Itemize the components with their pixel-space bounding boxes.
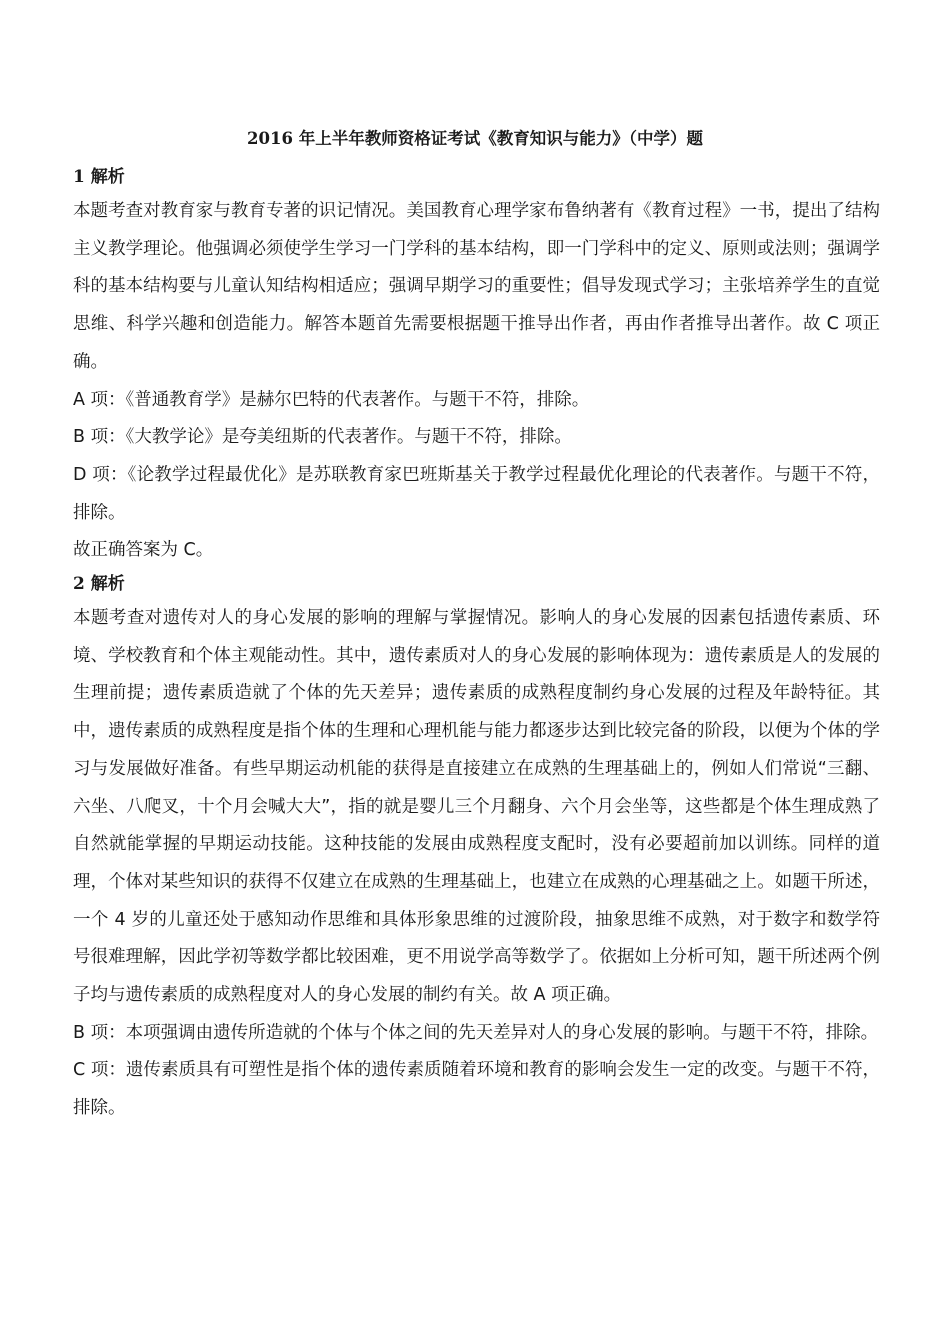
- section-paragraph: D 项：《论教学过程最优化》是苏联教育家巴班斯基关于教学过程最优化理论的代表著作。与题干不符，排除。: [73, 464, 880, 523]
- section-heading: 1 解析: [73, 167, 125, 187]
- section-paragraph: A 项：《普通教育学》是赫尔巴特的代表著作。与题干不符，排除。: [73, 389, 590, 410]
- section-heading: 2 解析: [73, 574, 125, 595]
- section-paragraph: 本题考查对教育家与教育专著的识记情况。美国教育心理学家布鲁纳著有《教育过程》一书，提出了结构主义教学理论。他强调必须使学生学习一门学科的基本结构，即一门学科中的定义、原则或法则；强调学科的基本结构要与儿童认知结构相适应；强调早期学习的重要性；倡导发现式学习；主张培养学生的直觉思维、科学兴趣和创造能力。解答本题首先需要根据题干推导出作者，再由作者推导出著作。故 C 项正确。: [73, 201, 880, 372]
- page-title: 2016 年上半年教师资格证考试《教育知识与能力》（中学）题: [247, 129, 703, 148]
- section-paragraph: 本题考查对遗传对人的身心发展的影响的理解与掌握情况。影响人的身心发展的因素包括遗传素质、环境、学校教育和个体主观能动性。其中，遗传素质对人的身心发展的影响体现为：遗传素质是人的发展的生理前提；遗传素质造就了个体的先天差异；遗传素质的成熟程度制约身心发展的过程及年龄特征。其中，遗传素质的成熟程度是指个体的生理和心理机能与能力都逐步达到比较完备的阶段，以便为个体的学习与发展做好准备。有些早期运动机能的获得是直接建立在成熟的生理基础上的，例如人们常说“三翻、六坐、八爬叉，十个月会喊大大”，指的就是婴儿三个月翻身、六个月会坐等，这些都是个体生理成熟了自然就能掌握的早期运动技能。这种技能的发展由成熟程度支配时，没有必要超前加以训练。同样的道理，个体对某些知识的获得不仅建立在成熟的生理基础上，也建立在成熟的心理基础之上。如题干所述，一个 4 岁的儿童还处于感知动作思维和具体形象思维的过渡阶段，抽象思维不成熟，对于数字和数学符号很难理解，因此学初等数学都比较困难，更不用说学高等数学了。依据如上分析可知，题干所述两个例子均与遗传素质的成熟程度对人的身心发展的制约有关。故 A 项正确。: [73, 608, 880, 1006]
- section-paragraph: C 项：遗传素质具有可塑性是指个体的遗传素质随着环境和教育的影响会发生一定的改变。与题干不符，排除。: [73, 1060, 880, 1119]
- section-1: [73, 163, 880, 570]
- section-paragraph: 故正确答案为 C。: [73, 540, 214, 561]
- section-paragraph: B 项：《大教学论》是夸美纽斯的代表著作。与题干不符，排除。: [73, 427, 572, 448]
- section-2: [73, 570, 880, 1128]
- document-body: [73, 163, 880, 1128]
- section-paragraph: B 项：本项强调由遗传所造就的个体与个体之间的先天差异对人的身心发展的影响。与题干不符，排除。: [73, 1022, 879, 1043]
